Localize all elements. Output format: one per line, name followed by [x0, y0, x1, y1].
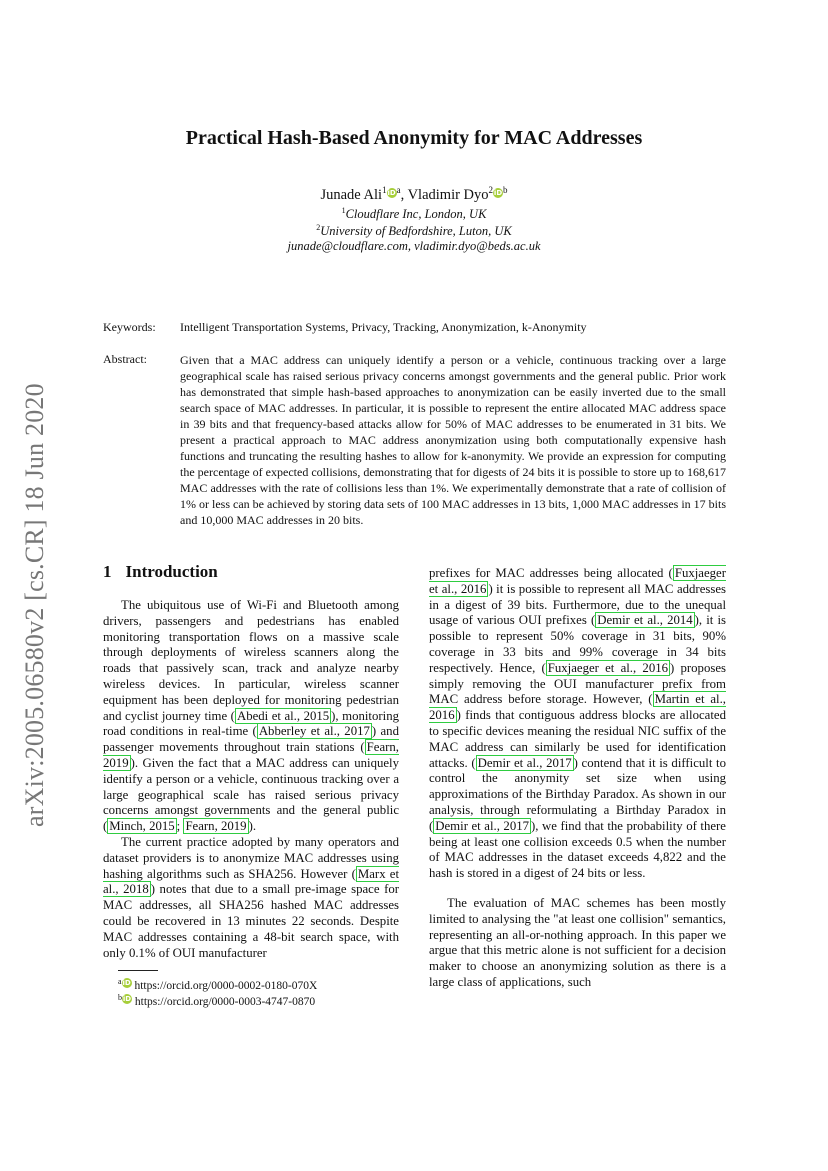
section-heading: [103, 562, 218, 582]
citation-link[interactable]: Demir et al., 2014: [597, 613, 693, 628]
orcid-icon: iD: [122, 978, 131, 987]
citation-link[interactable]: Abberley et al., 2017: [258, 724, 370, 739]
footnote-rule: [118, 970, 158, 971]
affiliation-text: University of Bedfordshire, Luton, UK: [320, 224, 512, 239]
orcid-mark: a: [396, 185, 401, 195]
footnote: [118, 977, 317, 992]
orcid-icon: iD: [122, 994, 132, 1003]
citation-link[interactable]: Minch, 2015: [109, 819, 175, 834]
affil-mark: 2: [316, 223, 321, 232]
keywords-label: Keywords:: [103, 320, 156, 334]
citation-link[interactable]: Demir et al., 2017: [477, 755, 572, 770]
affil-mark: 1: [341, 206, 346, 215]
abstract-text: Given that a MAC address can uniquely identify a person or a vehicle, continuous tracking over a large geographical scale has raised serious privacy concerns amongst governments and the general public. Prior work has demonstrated that simple hash-based approaches to anonymization can be easily inverted due to the small search space of MAC addresses. In particular, it is possible to represent the entire allocated MAC address space in 39 bits and that frequency-based attacks allow for 50% of MAC addresses to be enumerated in 31 bits. We present a practical approach to MAC address anonymization using both computationally expensive hash functions and truncating the resulting hashes to allow for k-anonymity. We provide an expression for computing the percentage of expected collisions, demonstrating that for digests of 24 bits it is possible to store up to 168,617 MAC addresses with the rate of collisions less than 1%. We experimentally demonstrate that a rate of collision of 1% or less can be achieved by storing data sets of 100 MAC addresses in 13 bits, 1,000 MAC addresses in 17 bits and 10,000 MAC addresses in 20 bits.: [180, 353, 726, 527]
citation-link[interactable]: Abedi et al., 2015: [236, 708, 330, 723]
keywords-text: Intelligent Transportation Systems, Privacy, Tracking, Anonymization, k-Anonymity: [180, 320, 587, 334]
author-separator: ,: [400, 186, 408, 203]
paragraph: The current practice adopted by many operators and dataset providers is to anonymize MAC addresses using hashing algorithms such as SHA256. However ( Marx et al., 2018 ) notes that due to a small pre-image space for MAC addresses, all SHA256 hashed MAC addresses could be recovered in 13 minutes 22 seconds. Despite MAC addresses containing a 48-bit search space, with only 0.1% of OUI manufacturer: [103, 834, 400, 960]
affil-mark: 1: [382, 185, 387, 195]
arxiv-stamp: arXiv:2005.06580v2 [cs.CR] 18 Jun 2020: [20, 383, 49, 827]
orcid-url[interactable]: https://orcid.org/0000-0002-0180-070X: [134, 979, 318, 992]
orcid-url[interactable]: https://orcid.org/0000-0003-4747-0870: [134, 995, 316, 1008]
citation-link[interactable]: Demir et al., 2017: [435, 818, 530, 833]
paragraph: The evaluation of MAC schemes has been mostly limited to analysing the "at least one collision" semantics, representing an all-or-nothing approach. In this paper we argue that this metric alone is not sufficient for a decision maker to choose an anonymizing solution as there is a large class of applications, such: [429, 895, 726, 989]
citation-link[interactable]: Fearn, 2019: [103, 740, 399, 770]
affiliation: [0, 206, 828, 222]
section-number: 1: [103, 562, 112, 581]
affiliation-text: Cloudflare Inc, London, UK: [345, 207, 487, 222]
affil-mark: 2: [488, 185, 494, 195]
citation-link[interactable]: Fearn, 2019: [185, 819, 247, 834]
paper-title: Practical Hash-Based Anonymity for MAC Addresses: [185, 127, 643, 149]
orcid-icon[interactable]: iD: [493, 188, 503, 197]
orcid-icon[interactable]: iD: [387, 188, 396, 197]
paragraph: The ubiquitous use of Wi-Fi and Bluetooth among drivers, passengers and pedestrians has enabled monitoring transportation flows on a massive scale through deployments of wireless scanners along the roads that passively scan, track and analyze nearby wireless devices. In particular, wireless scanner equipment has been deployed for monitoring pedestrian and cyclist journey time ( Abedi et al., 2015 ), monitoring road conditions in real-time ( Abberley et al., 2017 ) and passenger movements throughout train stations ( Fearn, 2019 ). Given the fact that a MAC address can uniquely identify a person or a vehicle, continuous tracking over a large geographical scale has raised serious privacy concerns amongst governments and the general public ( Minch, 2015 ; Fearn, 2019 ).: [103, 598, 399, 834]
author-name: Junade Ali: [320, 186, 383, 203]
citation-link[interactable]: Martin et al., 2016: [429, 692, 726, 723]
section-title: Introduction: [125, 562, 218, 581]
footnote-mark: a: [118, 977, 122, 986]
orcid-mark: b: [503, 185, 508, 195]
right-column: [429, 566, 726, 991]
left-column: [103, 598, 399, 961]
footnote-mark: b: [118, 993, 122, 1002]
paragraph: prefixes for MAC addresses being allocated ( Fuxjaeger et al., 2016 ) it is possible to represent all MAC addresses in a digest of 39 bits. Furthermore, due to the unequal usage of various OUI prefixes ( Demir et al., 2014 ), it is possible to represent 50% coverage in 31 bits, 90% coverage in 33 bits and 99% coverage in 34 bits respectively. Hence, ( Fuxjaeger et al., 2016 ) proposes simply removing the OUI manufacturer prefix from MAC address before storage. However, ( Martin et al., 2016 ) finds that contiguous address blocks are allocated to specific devices meaning the residual NIC suffix of the MAC address can similarly be used for identification attacks. ( Demir et al., 2017 ) contend that it is difficult to control the anonymity set size when using approximations of the Birthday Paradox. As shown in our analysis, through reformulating a Birthday Paradox in ( Demir et al., 2017 ), we find that the probability of there being at least one collision exceeds 0.5 when the number of MAC addresses in the dataset exceeds 4,822 and the hash is stored in a digest of 24 bits or less.: [429, 566, 726, 881]
email-line: junade@cloudflare.com, vladimir.dyo@beds.ac.uk: [287, 239, 541, 253]
citation-link[interactable]: Fuxjaeger et al., 2016: [429, 566, 726, 596]
footnote: [118, 993, 315, 1008]
citation-link[interactable]: Marx et al., 2018: [103, 866, 400, 897]
affiliation: [0, 223, 828, 239]
citation-link[interactable]: Fuxjaeger et al., 2016: [547, 660, 669, 675]
author-line: [0, 185, 828, 204]
author-name: Vladimir Dyo: [407, 186, 489, 203]
abstract-label: Abstract:: [103, 352, 147, 366]
